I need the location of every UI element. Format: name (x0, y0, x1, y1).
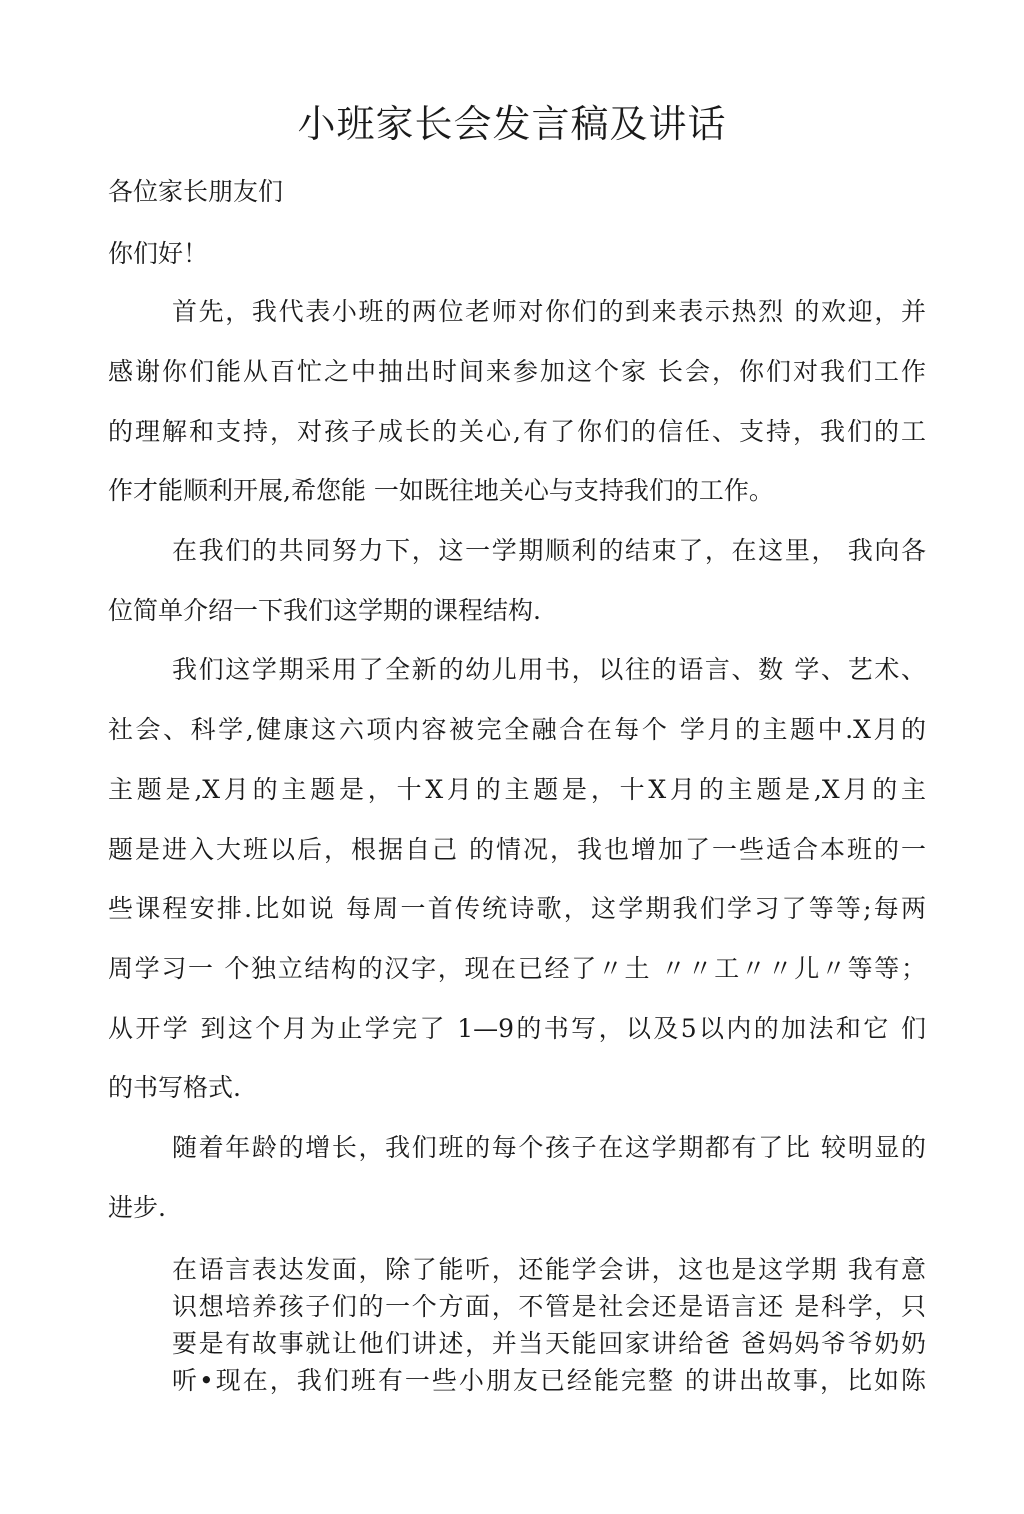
paragraph-1-line-2: 感谢你们能从百忙之中抽出时间来参加这个家 长会，你们对我们工作 (108, 357, 926, 386)
salutation-line: 你们好！ (108, 239, 209, 268)
paragraph-1-line-4: 作才能顺利开展,希您能 一如既往地关心与支持我们的工作。 (108, 476, 774, 505)
paragraph-3-line-4: 题是进入大班以后，根据自己 的情况，我也增加了一些适合本班的一 (108, 835, 926, 864)
paragraph-2-line-2: 位简单介绍一下我们这学期的课程结构. (108, 596, 541, 625)
paragraph-4-line-2: 进步. (108, 1193, 166, 1222)
paragraph-4-line-1: 随着年龄的增长，我们班的每个孩子在这学期都有了比 较明显的 (172, 1133, 926, 1162)
paragraph-3-line-3: 主题是,X月的主题是，十X月的主题是，十X月的主题是,X月的主 (108, 775, 926, 804)
paragraph-3-line-6: 周学习一 个独立结构的汉字，现在已经了〃土 〃〃工〃〃儿〃等等； (108, 954, 926, 983)
paragraph-5-line-3: 要是有故事就让他们讲述，并当天能回家讲给爸 爸妈妈爷爷奶奶 (172, 1329, 926, 1358)
paragraph-1-line-1: 首先，我代表小班的两位老师对你们的到来表示热烈 的欢迎，并 (172, 297, 926, 326)
paragraph-5-line-4: 听•现在，我们班有一些小朋友已经能完整 的讲出故事，比如陈 (172, 1366, 926, 1395)
paragraph-3-line-7: 从开学 到这个月为止学完了 1—9的书写，以及5以内的加法和它 们 (108, 1014, 926, 1043)
paragraph-3-line-2: 社会、科学,健康这六项内容被完全融合在每个 学月的主题中.X月的 (108, 715, 926, 744)
paragraph-3-line-8: 的书写格式. (108, 1073, 241, 1102)
document-title: 小班家长会发言稿及讲话 (297, 102, 727, 146)
paragraph-2-line-1: 在我们的共同努力下，这一学期顺利的结束了，在这里， 我向各 (172, 536, 926, 565)
paragraph-5-line-2: 识想培养孩子们的一个方面，不管是社会还是语言还 是科学，只 (172, 1292, 926, 1321)
paragraph-3-line-1: 我们这学期采用了全新的幼儿用书，以往的语言、数 学、艺术、 (172, 655, 926, 684)
paragraph-5-line-1: 在语言表达发面，除了能听，还能学会讲，这也是这学期 我有意 (172, 1255, 926, 1284)
paragraph-3-line-5: 些课程安排.比如说 每周一首传统诗歌，这学期我们学习了等等;每两 (108, 894, 926, 923)
greeting-line: 各位家长朋友们 (108, 177, 284, 206)
paragraph-1-line-3: 的理解和支持，对孩子成长的关心,有了你们的信任、支持，我们的工 (108, 417, 926, 446)
